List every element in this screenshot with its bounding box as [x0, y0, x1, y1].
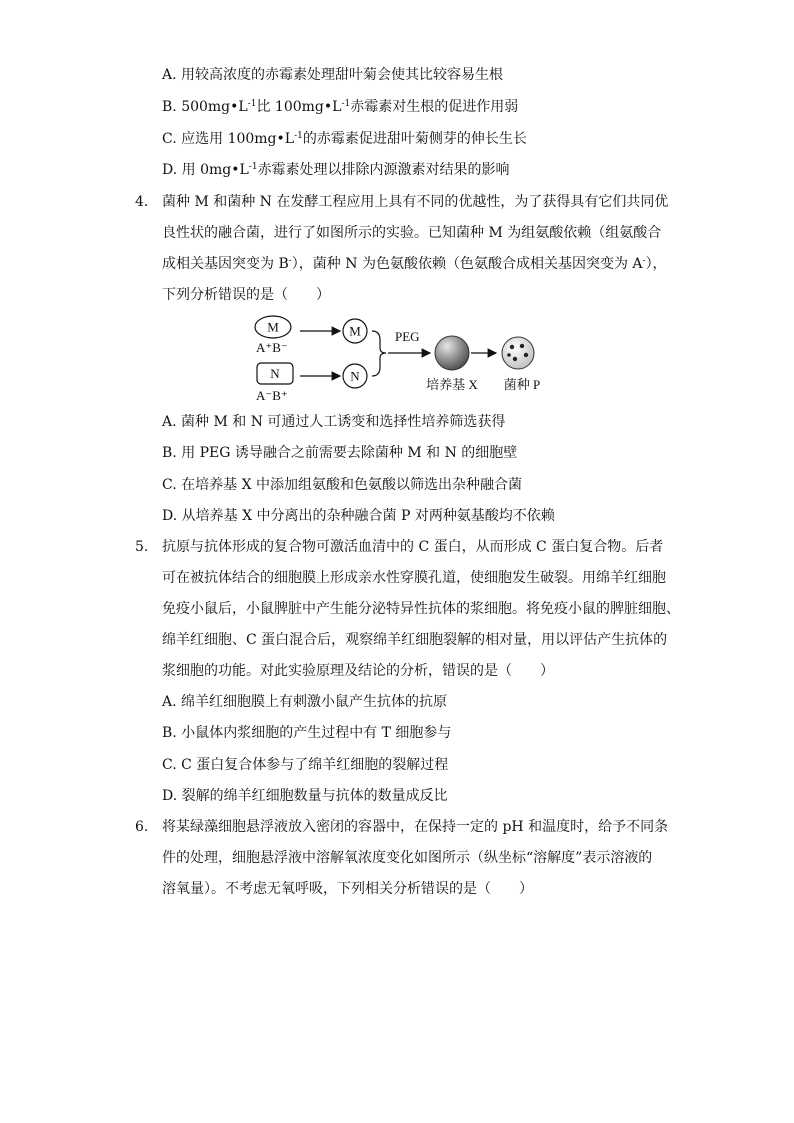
q4-option-a: A. 菌种 M 和 N 可通过人工诱变和选择性培养筛选获得: [162, 414, 506, 430]
q4-stem-line-4: 下列分析错误的是（ ）: [162, 287, 330, 303]
strain-p-culture: [502, 337, 534, 369]
strain-m-label: M: [267, 319, 279, 335]
fusion-brace: [372, 331, 386, 376]
colony-dot: [524, 353, 528, 357]
q5-stem-line-3: 免疫小鼠后，小鼠脾脏中产生能分泌特异性抗体的浆细胞。将免疫小鼠的脾脏细胞、: [162, 601, 680, 617]
strain-m-genotype: A⁺B⁻: [256, 340, 288, 355]
q4-option-b: B. 用 PEG 诱导融合之前需要去除菌种 M 和 N 的细胞壁: [162, 445, 518, 461]
q4-fusion-diagram: [250, 310, 560, 405]
q3-option-a: A. 用较高浓度的赤霉素处理甜叶菊会使其比较容易生根: [162, 67, 504, 83]
q5-stem-line-4: 绵羊红细胞、C 蛋白混合后，观察绵羊红细胞裂解的相对量，用以评估产生抗体的: [162, 632, 668, 648]
colony-dot: [507, 353, 511, 357]
q4-stem-line-3: 成相关基因突变为 B-），菌种 N 为色氨酸依赖（色氨酸合成相关基因突变为 A-），: [162, 256, 667, 272]
q4-option-c: C. 在培养基 X 中添加组氨酸和色氨酸以筛选出杂种融合菌: [162, 477, 522, 493]
protoplast-m-label: M: [349, 323, 361, 339]
q4-stem-line-2: 良性状的融合菌，进行了如图所示的实验。已知菌种 M 为组氨酸依赖（组氨酸合: [162, 225, 662, 241]
q5-stem-line-5: 浆细胞的功能。对此实验原理及结论的分析，错误的是（ ）: [162, 663, 554, 679]
colony-dot: [520, 344, 524, 348]
q6-stem-line-2: 件的处理，细胞悬浮液中溶解氧浓度变化如图所示（纵坐标“溶解度”表示溶液的: [162, 850, 653, 866]
q5-option-d: D. 裂解的绵羊红细胞数量与抗体的数量成反比: [162, 788, 448, 804]
q4-option-d: D. 从培养基 X 中分离出的杂种融合菌 P 对两种氨基酸均不依赖: [162, 508, 555, 524]
medium-x-label: 培养基 X: [426, 377, 478, 392]
q5-stem-line-1: 抗原与抗体形成的复合物可激活血清中的 C 蛋白，从而形成 C 蛋白复合物。后者: [162, 539, 664, 555]
q5-option-c: C. C 蛋白复合体参与了绵羊红细胞的裂解过程: [162, 757, 449, 773]
q4-stem-line-1: 菌种 M 和菌种 N 在发酵工程应用上具有不同的优越性，为了获得具有它们共同优: [162, 194, 669, 210]
q3-option-d: D. 用 $0mg•L^{-1}$赤霉素处理以排除内源激素对结果的影响: [162, 162, 510, 178]
q5-option-b: B. 小鼠体内浆细胞的产生过程中有 T 细胞参与: [162, 725, 452, 741]
q3-option-c: C. 应选用 $100mg•L^{-1}$的赤霉素促进甜叶菊侧芽的伸长生长: [162, 131, 527, 147]
colony-dot: [513, 357, 517, 361]
medium-x-culture: [435, 336, 469, 370]
q4-number: 4.: [135, 194, 149, 210]
strain-n-genotype: A⁻B⁺: [256, 388, 288, 403]
q3-option-b: B. $500mg•L^{-1}$比 $100mg•L^{-1}$赤霉素对生根的促进作用弱: [162, 99, 519, 115]
q6-stem-line-1: 将某绿藻细胞悬浮液放入密闭的容器中，在保持一定的 pH 和温度时，给予不同条: [162, 819, 669, 835]
q6-number: 6.: [135, 819, 149, 835]
q5-option-a: A. 绵羊红细胞膜上有刺激小鼠产生抗体的抗原: [162, 694, 448, 710]
colony-dot: [510, 345, 514, 349]
strain-n-label: N: [270, 366, 280, 381]
peg-label: PEG: [395, 329, 420, 344]
q5-number: 5.: [135, 539, 149, 555]
strain-p-label: 菌种 P: [503, 377, 541, 392]
protoplast-n-label: N: [350, 368, 360, 384]
q6-stem-line-3: 溶氧量）。不考虑无氧呼吸，下列相关分析错误的是（ ）: [162, 881, 533, 897]
q5-stem-line-2: 可在被抗体结合的细胞膜上形成亲水性穿膜孔道，使细胞发生破裂。用绵羊红细胞: [162, 570, 666, 586]
